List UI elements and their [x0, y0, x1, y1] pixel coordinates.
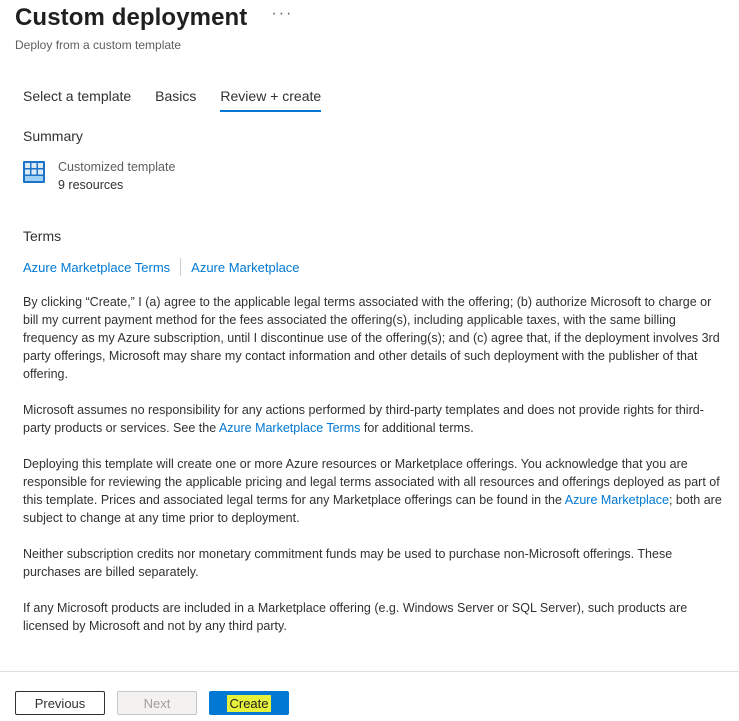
terms-paragraph-2-text-end: for additional terms.	[360, 421, 474, 435]
previous-button[interactable]: Previous	[15, 691, 105, 715]
page-subtitle: Deploy from a custom template	[15, 38, 182, 52]
page-title: Custom deployment	[15, 4, 248, 31]
terms-paragraph-2	[23, 401, 723, 437]
template-name: Customized template	[58, 160, 176, 174]
summary-template-item	[23, 158, 175, 194]
terms-links	[23, 258, 300, 276]
next-button[interactable]: Next	[117, 691, 197, 715]
summary-heading: Summary	[23, 128, 83, 144]
wizard-footer	[15, 691, 301, 715]
terms-paragraph-1: By clicking “Create,” I (a) agree to the applicable legal terms associated with the offering; (b) authorize Microsoft to charge or bill my current payment method for the fees associated the offering(s), including applicable taxes, with the same billing frequency as my Azure subscription, until I discontinue use of the offering(s); and (c) agree that, if the deployment involves 3rd party offerings, Microsoft may share my contact information and other details of such deployment with the publisher of that offering.	[23, 295, 720, 381]
page-header	[15, 4, 293, 52]
terms-paragraph-3-text-end: ; both are subject to change at any time prior to deployment.	[23, 493, 722, 525]
resource-count: 9 resources	[58, 178, 124, 192]
summary-text	[58, 158, 175, 194]
terms-paragraph-4: Neither subscription credits nor monetary commitment funds may be used to purchase non-Microsoft offerings. These purchases are billed separately.	[23, 547, 673, 579]
terms-paragraph-2-text: Microsoft assumes no responsibility for any actions performed by third-party templates and does not provide rights for third-party products or services. See the	[23, 403, 704, 435]
wizard-tabs	[23, 88, 345, 110]
footer-divider	[0, 671, 739, 672]
title-row	[15, 4, 293, 32]
inline-azure-marketplace-terms-link[interactable]: Azure Marketplace Terms	[218, 421, 361, 435]
tab-review-create[interactable]: Review + create	[220, 88, 321, 110]
terms-body	[23, 293, 723, 653]
terms-paragraph-5: If any Microsoft products are included in a Marketplace offering (e.g. Windows Server or SQL Server), such products are licensed by Microsoft and not by any third party.	[23, 601, 688, 633]
inline-azure-marketplace-link[interactable]: Azure Marketplace	[564, 493, 669, 507]
azure-marketplace-link[interactable]: Azure Marketplace	[191, 259, 300, 275]
azure-marketplace-terms-link[interactable]: Azure Marketplace Terms	[23, 259, 171, 275]
tab-select-template[interactable]: Select a template	[23, 88, 132, 104]
terms-paragraph-3	[23, 455, 723, 527]
tab-basics[interactable]: Basics	[155, 88, 197, 104]
template-grid-icon	[23, 161, 45, 183]
link-divider	[180, 258, 181, 276]
terms-paragraph-3-text: Deploying this template will create one or more Azure resources or Marketplace offerings. You acknowledge that you are responsible for reviewing the applicable pricing and legal terms associated with all resources and offerings deployed as part of this template. Prices and associated legal terms for any Marketplace offerings can be found in the	[23, 457, 720, 507]
terms-heading: Terms	[23, 228, 62, 244]
create-button[interactable]	[209, 691, 289, 715]
create-button-label: Create	[229, 695, 269, 711]
more-options-icon[interactable]: ···	[271, 5, 294, 22]
